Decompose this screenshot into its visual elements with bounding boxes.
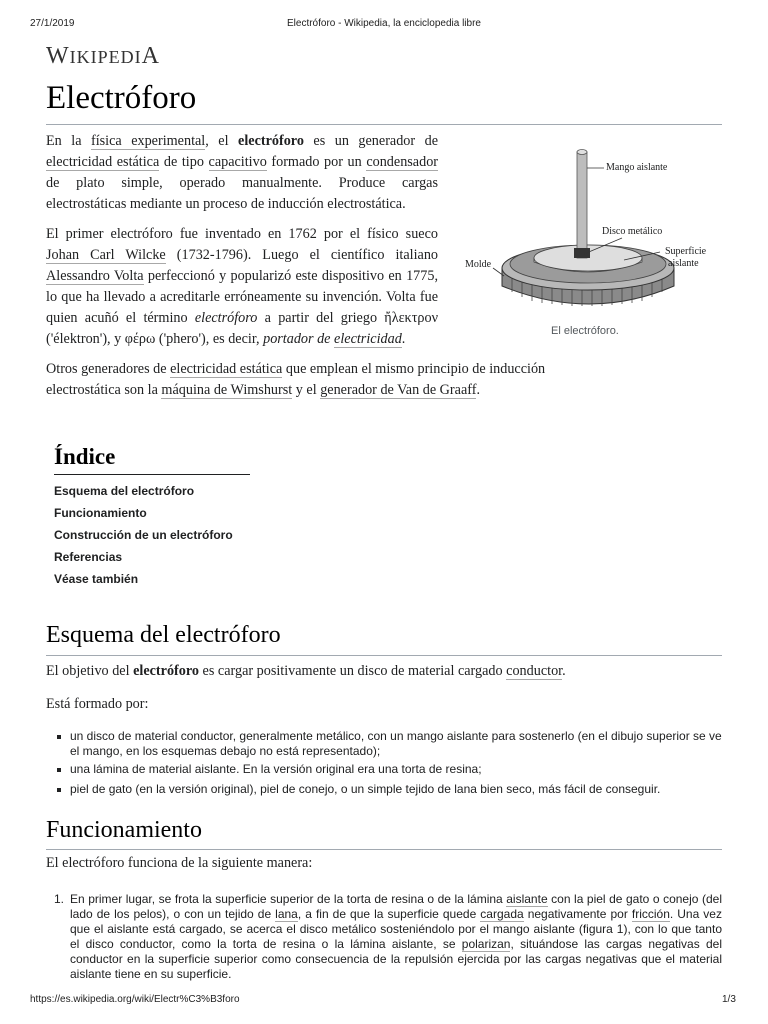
wikipedia-logo[interactable]: WIKIPEDIA [46, 43, 160, 69]
electroforo-figure[interactable] [460, 140, 722, 350]
italic-portador: portador de electricidad [263, 331, 402, 347]
list-number: 1. [54, 892, 65, 906]
toc-item-funcionamiento[interactable]: Funcionamiento [54, 506, 147, 520]
toc-item-esquema[interactable]: Esquema del electróforo [54, 484, 195, 498]
link-alessandro-volta[interactable]: Alessandro Volta [46, 268, 144, 284]
list-item: una lámina de material aislante. En la versión original era una torta de resina; [46, 762, 722, 778]
intro-paragraph-1: En la física experimental, el electróforo es un generador de electricidad estática de tipo capacitivo formado por un condensador de plato simple, operado manualmente. Produce cargas electrostáticas mediante un proceso de inducción electrostática. [46, 133, 439, 212]
bullet-icon [57, 768, 61, 772]
funcionamiento-rule [46, 849, 722, 850]
print-page-number: 1/3 [722, 994, 736, 1005]
list-item: piel de gato (en la versión original), piel de conejo, o un simple tejido de lana bien seco, más fácil de conseguir. [46, 782, 722, 798]
link-polarizan[interactable]: polarizan [461, 937, 511, 951]
heading-esquema: Esquema del electróforo [46, 622, 281, 648]
esquema-paragraph: El objetivo del electróforo es cargar positivamente un disco de material cargado conductor. [46, 663, 566, 679]
link-johan-carl-wilcke[interactable]: Johan Carl Wilcke [46, 247, 166, 263]
intro-paragraph-3: Otros generadores de electricidad estática que emplean el mismo principio de inducción electrostática son la máquina de Wimshurst y el generador de Van de Graaff. [46, 361, 546, 398]
esquema-formado-por: Está formado por: [46, 696, 149, 712]
bullet-icon [57, 735, 61, 739]
link-generador-van-de-graaff[interactable]: generador de Van de Graaff [320, 382, 477, 398]
figure-caption: El electróforo. [551, 325, 619, 337]
label-mango-aislante: Mango aislante [606, 162, 668, 173]
italic-electroforo: electróforo [194, 310, 258, 326]
bullet-icon [57, 788, 61, 792]
heading-funcionamiento: Funcionamiento [46, 817, 202, 843]
label-disco-metalico: Disco metálico [602, 226, 663, 237]
link-conductor[interactable]: conductor [506, 663, 563, 679]
esquema-rule [46, 655, 722, 656]
bold-electroforo-2: electróforo [133, 663, 199, 679]
print-date: 27/1/2019 [30, 18, 75, 29]
toc-item-construccion[interactable]: Construcción de un electróforo [54, 528, 233, 542]
funcionamiento-intro: El electróforo funciona de la siguiente manera: [46, 855, 313, 871]
print-url: https://es.wikipedia.org/wiki/Electr%C3%B3foro [30, 994, 240, 1005]
page-title: Electróforo [46, 80, 197, 116]
link-cargada[interactable]: cargada [480, 907, 524, 921]
title-rule [46, 124, 722, 125]
link-capacitivo[interactable]: capacitivo [208, 154, 267, 170]
link-friccion[interactable]: fricción [631, 907, 670, 921]
link-maquina-wimshurst[interactable]: máquina de Wimshurst [161, 382, 293, 398]
link-aislante[interactable]: aislante [506, 892, 548, 906]
label-aislante: aislante [668, 258, 699, 269]
intro-paragraph-2: El primer electróforo fue inventado en 1762 por el físico sueco Johan Carl Wilcke (1732-1796). Luego el científico italiano Alessandro Volta perfeccionó y popularizó este dispositivo en 1775, lo que ha llevado a acreditarle erróneamente su invención. Volta fue quien acuñó el término electróforo a partir del griego ἤλεκτρον ('élektron'), y φέρω ('phero'), es decir, portador de electricidad. [46, 226, 439, 347]
link-electricidad-estatica-2[interactable]: electricidad estática [170, 361, 283, 377]
toc-title: Índice [54, 444, 116, 469]
link-lana[interactable]: lana [275, 907, 298, 921]
link-electricidad-estatica[interactable]: electricidad estática [46, 154, 160, 170]
print-title: Electróforo - Wikipedia, la enciclopedia libre [287, 18, 481, 29]
esquema-list [46, 729, 722, 801]
bold-electroforo: electróforo [238, 133, 304, 149]
link-fisica-experimental[interactable]: física experimental [90, 133, 206, 149]
label-molde: Molde [465, 259, 492, 270]
list-item: En primer lugar, se frota la superficie superior de la torta de resina o de la lámina aislante con la piel de gato o conejo (del lado de los pelos), o con un tejido de lana, a fin de que la superficie quede cargada negativamente por fricción. Una vez que el aislante está cargado, se acerca el disco metálico sosteniéndolo por el mango aislante (figura 1), con lo que tanto el disco conductor, como la torta de resina o la lámina aislante, se polarizan, situándose las cargas negativas del conductor en la superficie superior como consecuencia de la repulsión ejercida por las cargas negativas que el material aislante tiene en su superficie. [70, 892, 722, 981]
label-superficie: Superficie [665, 246, 707, 257]
funcionamiento-list [46, 892, 722, 982]
toc-item-vease-tambien[interactable]: Véase también [54, 572, 139, 586]
link-condensador[interactable]: condensador [366, 154, 439, 170]
toc-rule [54, 474, 250, 475]
electroforo-illustration [460, 140, 722, 320]
link-electricidad[interactable]: electricidad [334, 331, 402, 347]
toc-item-referencias[interactable]: Referencias [54, 550, 123, 564]
list-item: un disco de material conductor, generalmente metálico, con un mango aislante para sostenerlo (en el dibujo superior se ve el mango, en los esquemas debajo no está representado); [46, 729, 722, 759]
